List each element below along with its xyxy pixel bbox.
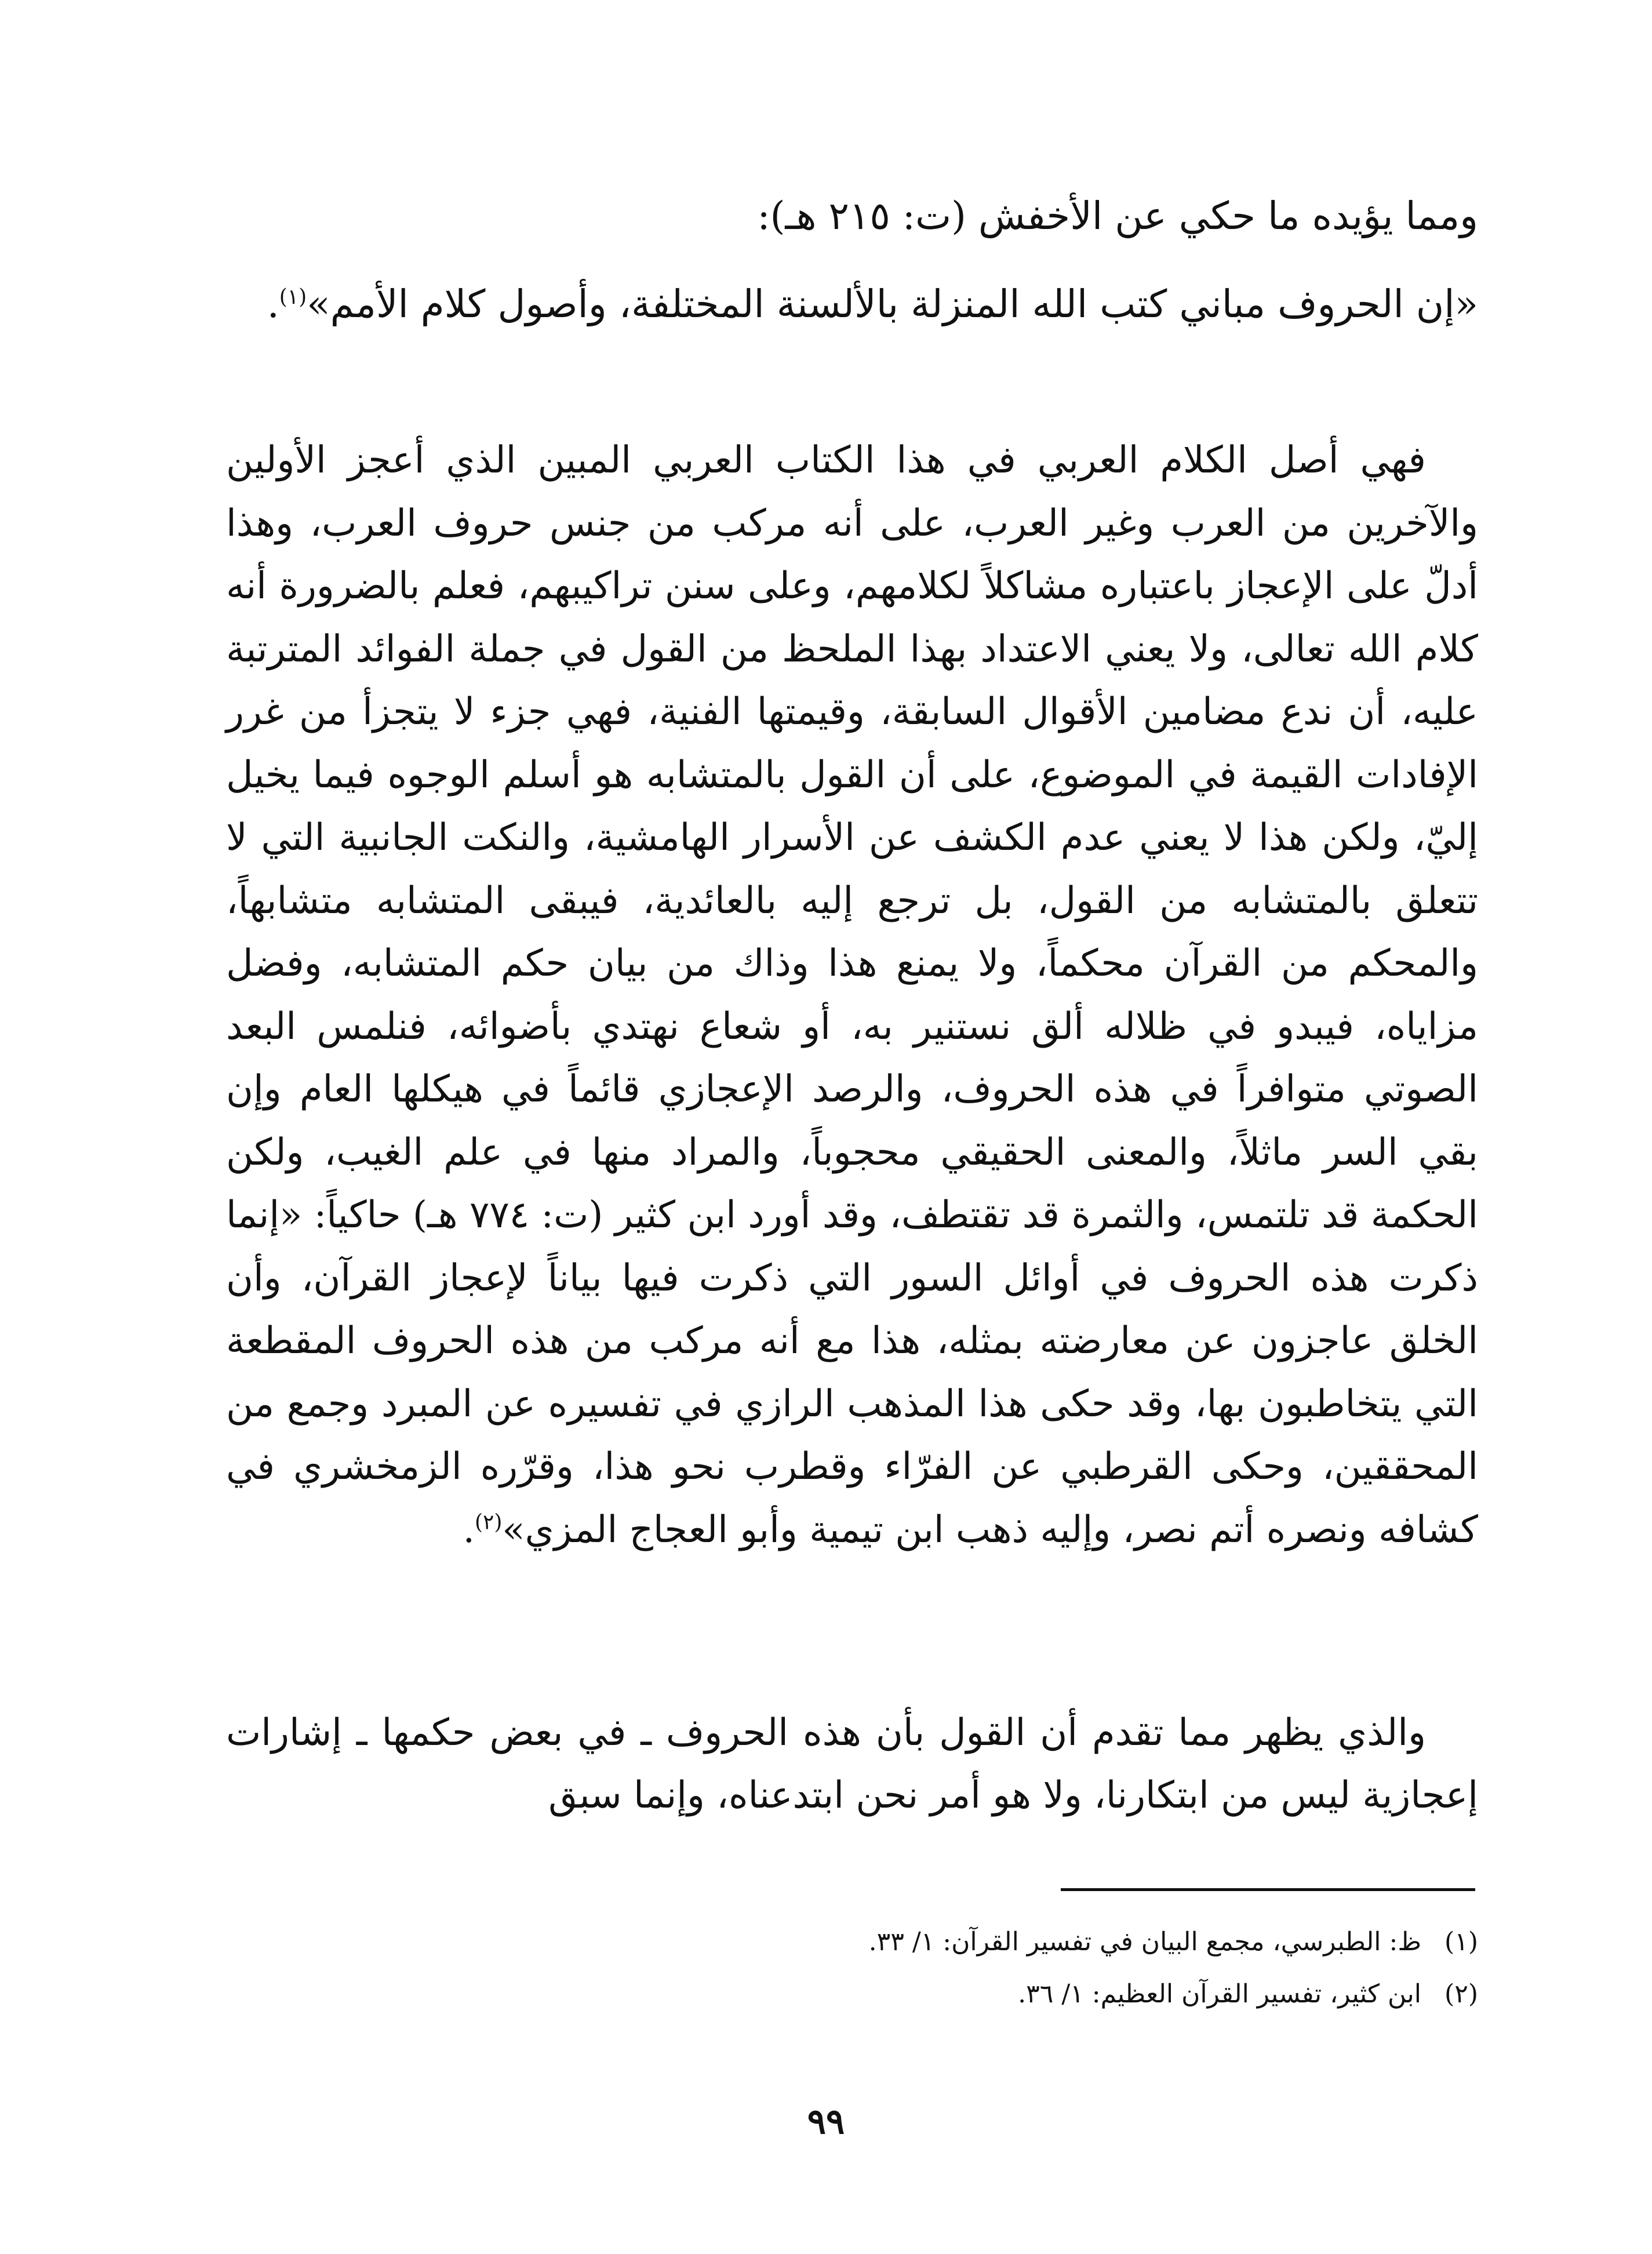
footnote-2	[226, 1968, 1478, 2020]
footnote-1	[226, 1916, 1478, 1968]
footnote-ref-2: (٢)	[474, 1510, 503, 1535]
akhfash-quote	[226, 272, 1478, 336]
quote-text: «إن الحروف مباني كتب الله المنزلة بالألسنة المختلفة، وأصول كلام الأمم»	[307, 282, 1478, 326]
footnote-separator	[1061, 1888, 1475, 1891]
conclusion-text: والذي يظهر مما تقدم أن القول بأن هذه الحروف ـ في بعض حكمها ـ إشارات إعجازية ليس من ابتكارنا، ولا هو أمر نحن ابتدعناه، وإنما سبق	[226, 1711, 1478, 1817]
main-paragraph	[226, 429, 1478, 1561]
footnotes	[226, 1916, 1478, 2020]
footnote-text: ظ: الطبرسي، مجمع البيان في تفسير القرآن: ١/ ٣٣.	[868, 1927, 1422, 1957]
conclusion-paragraph	[226, 1702, 1478, 1827]
footnote-ref-1: (١)	[279, 285, 307, 309]
main-paragraph-end: .	[463, 1508, 475, 1551]
page-number: ٩٩	[807, 2102, 845, 2142]
main-paragraph-text: فهي أصل الكلام العربي في هذا الكتاب العربي المبين الذي أعجز الأولين والآخرين من العرب وغير العرب، على أنه مركب من جنس حروف العرب، وهذا أدلّ على الإعجاز باعتباره مشاكلاً لكلامهم، وعلى سنن تراكيبهم، فعلم بالضرورة أنه كلام الله تعالى، ولا يعني الاعتداد بهذا الملحظ من القول في جملة الفوائد المترتبة عليه، أن ندع مضامين الأقوال السابقة، وقيمتها الفنية، فهي جزء لا يتجزأ من غرر الإفادات القيمة في الموضوع، على أن القول بالمتشابه هو أسلم الوجوه فيما يخيل إليّ، ولكن هذا لا يعني عدم الكشف عن الأسرار الهامشية، والنكت الجانبية التي لا تتعلق بالمتشابه من القول، بل ترجع إليه بالعائدية، فيبقى المتشابه متشابهاً، والمحكم من القرآن محكماً، ولا يمنع هذا وذاك من بيان حكم المتشابه، وفضل مزاياه، فيبدو في ظلاله ألق نستنير به، أو شعاع نهتدي بأضوائه، فنلمس البعد الصوتي متوافراً في هذه الحروف، والرصد الإعجازي قائماً في هيكلها العام وإن بقي السر ماثلاً، والمعنى الحقيقي محجوباً، والمراد منها في علم الغيب، ولكن الحكمة قد تلتمس، والثمرة قد تقتطف، وقد أورد ابن كثير (ت: ٧٧٤ هـ) حاكياً: «إنما ذكرت هذه الحروف في أوائل السور التي ذكرت فيها بياناً لإعجاز القرآن، وأن الخلق عاجزون عن معارضته بمثله، هذا مع أنه مركب من هذه الحروف المقطعة التي يتخاطبون بها، وقد حكى هذا المذهب الرازي في تفسيره عن المبرد وجمع من المحققين، وحكى القرطبي عن الفرّاء وقطرب نحو هذا، وقرّره الزمخشري في كشافه ونصره أتم نصر، وإليه ذهب ابن تيمية وأبو العجاج المزي»	[226, 439, 1479, 1551]
intro-line	[226, 184, 1478, 248]
quote-end: .	[267, 282, 279, 326]
footnote-number: (٢)	[1444, 1979, 1478, 2009]
intro-text: ومما يؤيده ما حكي عن الأخفش (ت: ٢١٥ هـ):	[757, 194, 1478, 238]
footnote-text: ابن كثير، تفسير القرآن العظيم: ١/ ٣٦.	[1018, 1979, 1422, 2009]
footnote-number: (١)	[1444, 1927, 1478, 1957]
